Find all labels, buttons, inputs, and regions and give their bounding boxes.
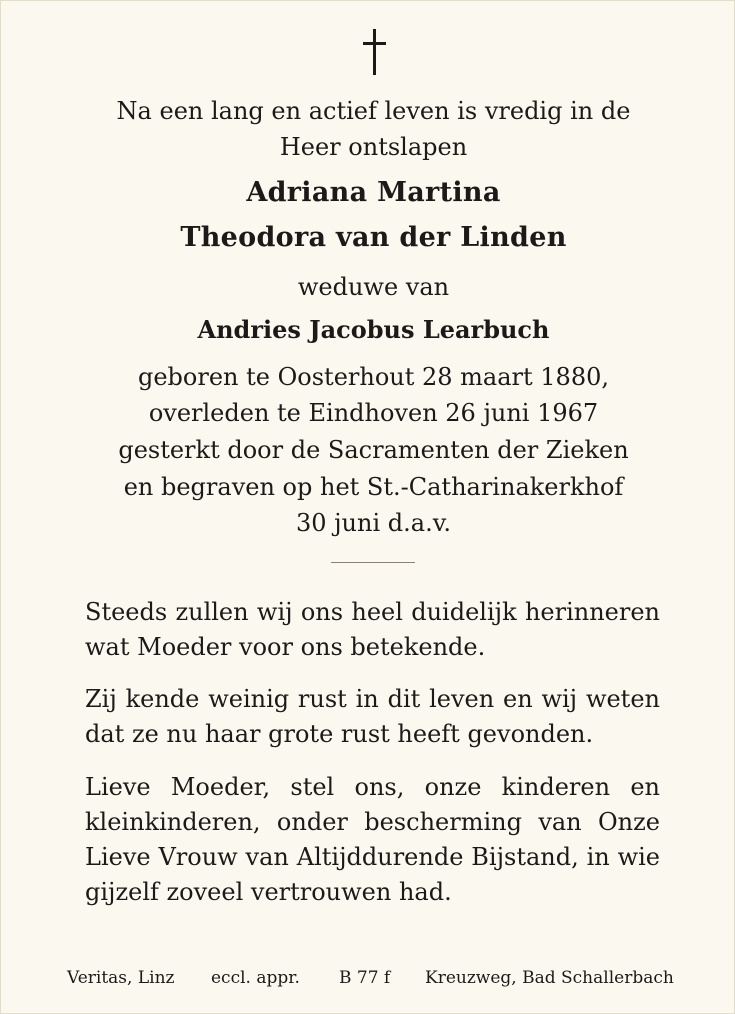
paragraph-prayer: Lieve Moeder, stel ons, onze kinderen en kleinkinderen, onder bescherming van Onze Lieve Vrouw van Altijddurende Bijstand, in wie gijzelf zoveel vertrouwen had. — [85, 773, 660, 906]
burial-line: en begraven op het St.-Catharinakerkhof — [123, 473, 624, 501]
footer-publisher: Veritas, Linz — [67, 968, 175, 988]
footer-approval: eccl. appr. — [211, 968, 300, 988]
widow-of-label: weduwe van — [297, 273, 450, 301]
divider — [331, 562, 415, 563]
deceased-name-line-1: Adriana Martina — [246, 177, 501, 208]
sacraments-line: gesterkt door de Sacramenten der Zieken — [118, 436, 629, 464]
footer-code: B 77 f — [339, 968, 391, 988]
deceased-name-line-2: Theodora van der Linden — [180, 222, 567, 253]
death-line: overleden te Eindhoven 26 juni 1967 — [148, 399, 599, 427]
paragraph-rest: Zij kende weinig rust in dit leven en wij weten dat ze nu haar grote rust heeft gevonden. — [85, 685, 660, 748]
intro-line-2: Heer ontslapen — [279, 133, 468, 161]
paragraph-remembrance: Steeds zullen wij ons heel duidelijk herinneren wat Moeder voor ons betekende. — [85, 598, 660, 661]
birth-line: geboren te Oosterhout 28 maart 1880, — [137, 363, 609, 391]
burial-date-line: 30 juni d.a.v. — [295, 509, 452, 537]
intro-line-1: Na een lang en actief leven is vredig in de — [116, 97, 631, 125]
spouse-name: Andries Jacobus Learbuch — [197, 315, 550, 344]
footer-artwork: Kreuzweg, Bad Schallerbach — [425, 968, 674, 988]
cross-icon — [363, 29, 385, 75]
